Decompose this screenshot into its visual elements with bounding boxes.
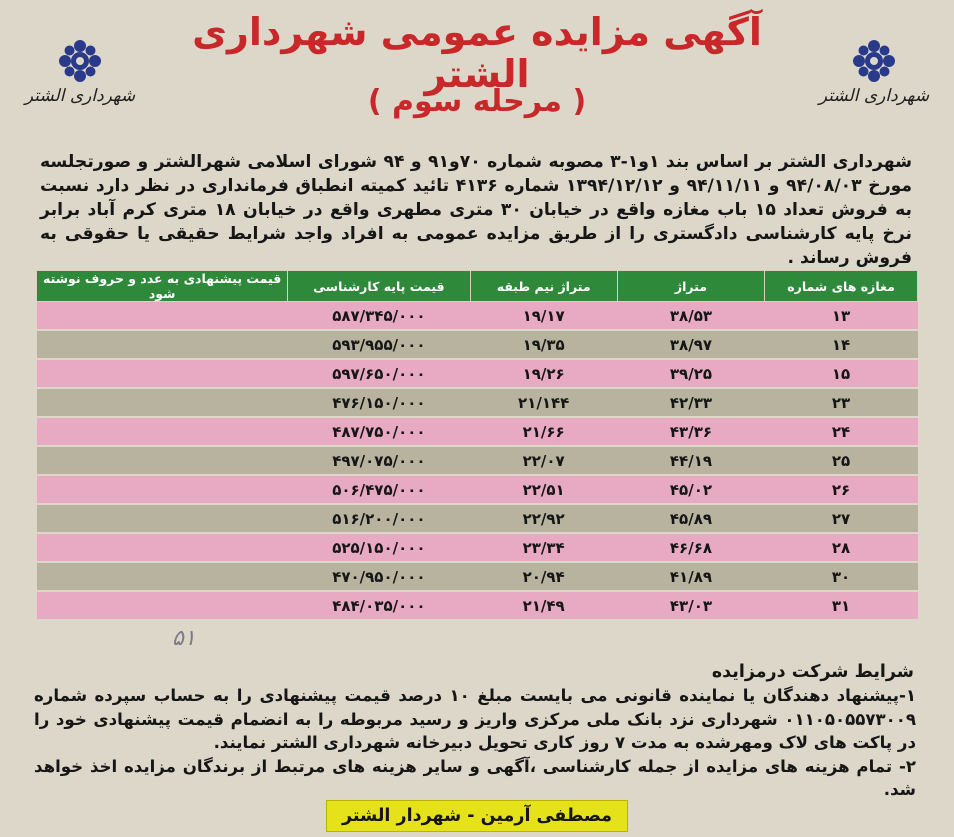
cell-base-price: ۴۹۷/۰۷۵/۰۰۰ [288, 446, 470, 475]
cell-proposed-price [37, 330, 288, 359]
cell-shop-number: ۲۷ [765, 504, 918, 533]
cell-base-price: ۵۲۵/۱۵۰/۰۰۰ [288, 533, 470, 562]
intro-paragraph: شهرداری الشتر بر اساس بند ۱و۱-۳ مصوبه شماره ۷۰و۹۱ و ۹۴ شورای اسلامی شهرالشتر و صورتجلسه مورخ ۹۴/۰۸/۰۳ و ۹۴/۱۱/۱۱ و ۱۳۹۴/۱۲/۱۲ شماره ۴۱۳۶ تائید کمیته انطباق فرمانداری در نظر دارد نسبت به فروش تعداد ۱۵ باب مغازه واقع در خیابان ۳۰ متری مطهری واقع در خیابان ۱۸ متری کرم آباد برابر نرخ پایه کارشناسی دادگستری را از طریق مزایده عمومی به افراد واجد شرایط حقیقی یا حقوقی به فروش رساند . [40, 152, 913, 268]
header-base-price: قیمت پایه کارشناسی [288, 271, 470, 302]
cell-proposed-price [37, 388, 288, 417]
cell-proposed-price [37, 504, 288, 533]
table-row [37, 591, 918, 620]
cell-proposed-price [37, 562, 288, 591]
table-row [37, 562, 918, 591]
logo-text: شهرداری الشتر [24, 86, 136, 106]
cell-area: ۳۸/۵۳ [617, 302, 764, 331]
cell-base-price: ۴۷۰/۹۵۰/۰۰۰ [288, 562, 470, 591]
shops-table [36, 270, 918, 621]
cell-area: ۳۹/۲۵ [617, 359, 764, 388]
cell-shop-number: ۲۳ [765, 388, 918, 417]
cell-area: ۴۵/۸۹ [617, 504, 764, 533]
header-proposed-price: قیمت پیشنهادی به عدد و حروف نوشته شود [37, 271, 288, 302]
cell-shop-number: ۲۵ [765, 446, 918, 475]
cell-shop-number: ۱۳ [765, 302, 918, 331]
header-shop-number: مغازه های شماره [765, 271, 918, 302]
cell-base-price: ۴۸۴/۰۳۵/۰۰۰ [288, 591, 470, 620]
header-area: متراژ [617, 271, 764, 302]
logo-left [20, 38, 140, 128]
cell-shop-number: ۱۴ [765, 330, 918, 359]
cell-base-price: ۵۹۳/۹۵۵/۰۰۰ [288, 330, 470, 359]
cell-proposed-price [37, 475, 288, 504]
cell-proposed-price [37, 533, 288, 562]
cell-shop-number: ۲۸ [765, 533, 918, 562]
cell-proposed-price [37, 591, 288, 620]
cell-proposed-price [37, 302, 288, 331]
table-row [37, 475, 918, 504]
municipality-emblem-icon [851, 38, 897, 84]
cell-proposed-price [37, 417, 288, 446]
cell-base-price: ۵۱۶/۲۰۰/۰۰۰ [288, 504, 470, 533]
cell-base-price: ۵۰۶/۴۷۵/۰۰۰ [288, 475, 470, 504]
table-row [37, 533, 918, 562]
table-row [37, 417, 918, 446]
logo-text: شهرداری الشتر [818, 86, 930, 106]
cell-area: ۴۱/۸۹ [617, 562, 764, 591]
logo-right [814, 38, 934, 128]
condition-item: ۱-پیشنهاد دهندگان یا نماینده قانونی می بایست مبلغ ۱۰ درصد قیمت پیشنهادی را به حساب سپرده شماره ۰۱۱۰۵۰۵۵۷۳۰۰۹ شهرداری نزد بانک ملی مرکزی واریز و رسید مربوطه را به انضمام قیمت پیشنهادی خود را در پاکت های لاک ومهرشده به مدت ۷ روز کاری تحویل دبیرخانه شهرداری الشتر نمایند. [34, 686, 916, 752]
table-header-row [37, 271, 918, 302]
table-row [37, 388, 918, 417]
conditions-title: شرایط شرکت درمزایده [711, 662, 914, 682]
cell-area: ۴۶/۶۸ [617, 533, 764, 562]
cell-shop-number: ۱۵ [765, 359, 918, 388]
cell-mezzanine-area: ۲۲/۹۲ [470, 504, 617, 533]
table-row [37, 302, 918, 331]
cell-mezzanine-area: ۲۰/۹۴ [470, 562, 617, 591]
condition-item: ۲- تمام هزینه های مزایده از جمله کارشناسی ،آگهی و سایر هزینه های مرتبط از برندگان مزایده اخذ خواهد شد. [34, 756, 916, 799]
cell-shop-number: ۲۶ [765, 475, 918, 504]
cell-base-price: ۵۸۷/۳۴۵/۰۰۰ [288, 302, 470, 331]
cell-area: ۴۴/۱۹ [617, 446, 764, 475]
cell-area: ۴۵/۰۲ [617, 475, 764, 504]
cell-base-price: ۵۹۷/۶۵۰/۰۰۰ [288, 359, 470, 388]
cell-mezzanine-area: ۲۱/۱۴۴ [470, 388, 617, 417]
cell-mezzanine-area: ۱۹/۳۵ [470, 330, 617, 359]
cell-mezzanine-area: ۲۳/۳۴ [470, 533, 617, 562]
signature: مصطفی آرمین - شهردار الشتر [326, 800, 628, 832]
cell-mezzanine-area: ۱۹/۲۶ [470, 359, 617, 388]
table-row [37, 504, 918, 533]
table-row [37, 446, 918, 475]
table-row [37, 330, 918, 359]
cell-base-price: ۴۸۷/۷۵۰/۰۰۰ [288, 417, 470, 446]
cell-mezzanine-area: ۲۲/۵۱ [470, 475, 617, 504]
cell-shop-number: ۳۰ [765, 562, 918, 591]
cell-mezzanine-area: ۲۱/۴۹ [470, 591, 617, 620]
conditions-list [34, 684, 916, 802]
table-row [37, 359, 918, 388]
cell-proposed-price [37, 359, 288, 388]
cell-shop-number: ۲۴ [765, 417, 918, 446]
notice-subtitle: ( مرحله سوم ) [367, 84, 587, 119]
cell-mezzanine-area: ۲۱/۶۶ [470, 417, 617, 446]
handwritten-mark: ۵۱ [172, 626, 196, 651]
cell-shop-number: ۳۱ [765, 591, 918, 620]
cell-area: ۴۳/۰۳ [617, 591, 764, 620]
cell-area: ۴۳/۳۶ [617, 417, 764, 446]
cell-mezzanine-area: ۲۲/۰۷ [470, 446, 617, 475]
cell-area: ۴۲/۳۳ [617, 388, 764, 417]
cell-mezzanine-area: ۱۹/۱۷ [470, 302, 617, 331]
cell-base-price: ۴۷۶/۱۵۰/۰۰۰ [288, 388, 470, 417]
cell-area: ۳۸/۹۷ [617, 330, 764, 359]
header-mezzanine-area: متراژ نیم طبقه [470, 271, 617, 302]
notice-title: آگهی مزایده عمومی شهرداری الشتر [192, 10, 762, 96]
municipality-emblem-icon [57, 38, 103, 84]
cell-proposed-price [37, 446, 288, 475]
